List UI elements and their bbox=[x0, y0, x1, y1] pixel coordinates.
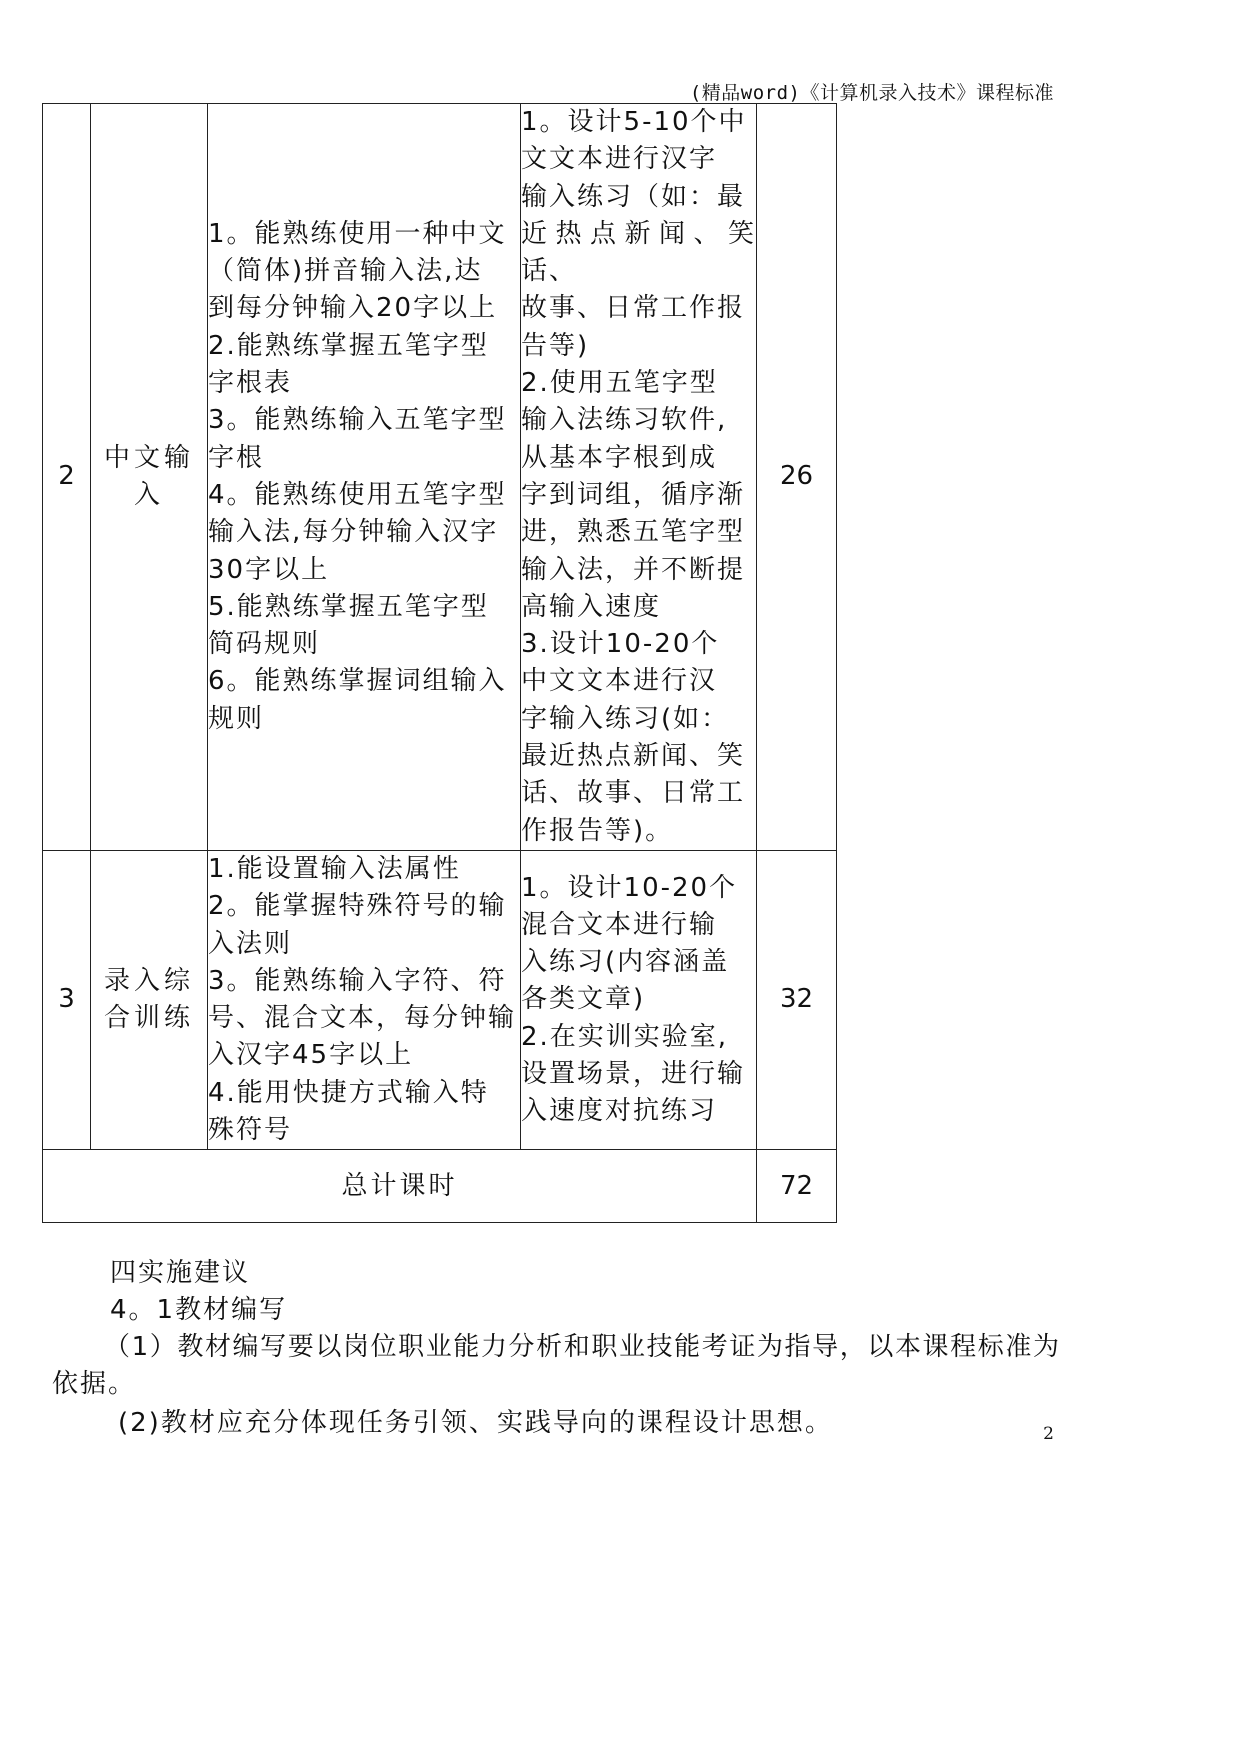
total-hours-label: 总计课时 bbox=[43, 1150, 757, 1223]
activity-line: 高输入速度 bbox=[521, 591, 662, 622]
learning-goals bbox=[208, 850, 521, 1149]
goal-line: 入汉字45字以上 bbox=[208, 1040, 414, 1071]
page-number: 2 bbox=[1043, 1424, 1054, 1444]
goal-line: 1.能设置输入法属性 bbox=[208, 853, 461, 884]
row-number: 2 bbox=[43, 104, 91, 851]
goal-line: 30字以上 bbox=[208, 554, 330, 585]
document-header: (精品word)《计算机录入技术》课程标准 bbox=[689, 82, 1054, 104]
activity-line: 故事、日常工作报 bbox=[521, 293, 746, 324]
goal-line: 3。能熟练输入五笔字型 bbox=[208, 405, 507, 436]
table-row bbox=[43, 104, 837, 851]
activity-line: 3.设计10-20个 bbox=[521, 629, 720, 660]
goal-line: 规则 bbox=[208, 703, 265, 734]
activity-line: 混合文本进行输 bbox=[521, 909, 718, 940]
activity-line: 输入法练习软件, bbox=[521, 405, 728, 436]
goal-line: 号、混合文本，每分钟输 bbox=[208, 1003, 517, 1034]
goal-line: 1。能熟练使用一种中文 bbox=[208, 218, 507, 249]
activity-line: 近热点新闻、笑话、 bbox=[521, 218, 756, 287]
activity-line: 文文本进行汉字 bbox=[521, 144, 718, 175]
activity-line: 2.使用五笔字型 bbox=[521, 368, 718, 399]
section-heading: 四实施建议 bbox=[110, 1258, 251, 1288]
activity-line: 设置场景，进行输 bbox=[521, 1059, 746, 1090]
goal-line: 3。能熟练输入字符、符 bbox=[208, 965, 507, 996]
learning-goals bbox=[208, 104, 521, 851]
activity-line: 最近热点新闻、笑 bbox=[521, 741, 746, 772]
class-hours: 26 bbox=[757, 104, 837, 851]
module-name: 录入综合训练 bbox=[91, 850, 208, 1149]
row-number: 3 bbox=[43, 850, 91, 1149]
goal-line: （简体)拼音输入法,达 bbox=[208, 256, 483, 287]
training-activities bbox=[521, 850, 757, 1149]
activity-line: 告等) bbox=[521, 330, 590, 361]
total-hours-value: 72 bbox=[757, 1150, 837, 1223]
paragraph-item-2: (2)教材应充分体现任务引领、实践导向的课程设计思想。 bbox=[118, 1408, 833, 1438]
course-content-table bbox=[42, 103, 837, 1223]
activity-line: 入练习(内容涵盖 bbox=[521, 947, 730, 978]
activity-line: 作报告等)。 bbox=[521, 815, 674, 846]
subsection-heading: 4。1教材编写 bbox=[110, 1295, 288, 1325]
goal-line: 字根 bbox=[208, 442, 265, 473]
goal-line: 简码规则 bbox=[208, 629, 321, 660]
goal-line: 2.能熟练掌握五笔字型 bbox=[208, 330, 489, 361]
activity-line: 话、故事、日常工 bbox=[521, 778, 746, 809]
activity-line: 1。设计10-20个 bbox=[521, 872, 738, 903]
activity-line: 中文文本进行汉 bbox=[521, 666, 718, 697]
activity-line: 输入练习（如：最 bbox=[521, 181, 746, 212]
class-hours: 32 bbox=[757, 850, 837, 1149]
activity-line: 进，熟悉五笔字型 bbox=[521, 517, 746, 548]
goal-line: 2。能掌握特殊符号的输 bbox=[208, 891, 507, 922]
goal-line: 4.能用快捷方式输入特 bbox=[208, 1077, 489, 1108]
activity-line: 2.在实训实验室, bbox=[521, 1021, 729, 1052]
goal-line: 6。能熟练掌握词组输入 bbox=[208, 666, 507, 697]
activity-line: 字到词组，循序渐 bbox=[521, 479, 746, 510]
activity-line: 1。设计5-10个中 bbox=[521, 107, 747, 137]
goal-line: 字根表 bbox=[208, 368, 293, 399]
activity-line: 字输入练习(如： bbox=[521, 703, 730, 734]
goal-line: 输入法,每分钟输入汉字 bbox=[208, 517, 499, 548]
activity-line: 各类文章) bbox=[521, 984, 646, 1015]
total-row bbox=[43, 1150, 837, 1223]
table-row bbox=[43, 850, 837, 1149]
goal-line: 5.能熟练掌握五笔字型 bbox=[208, 591, 489, 622]
goal-line: 4。能熟练使用五笔字型 bbox=[208, 479, 507, 510]
training-activities bbox=[521, 104, 757, 851]
goal-line: 殊符号 bbox=[208, 1115, 293, 1146]
paragraph-item-1-continued: 依据。 bbox=[52, 1369, 137, 1399]
paragraph-item-1: （1）教材编写要以岗位职业能力分析和职业技能考证为指导，以本课程标准为 bbox=[104, 1332, 1061, 1362]
module-name: 中文输入 bbox=[91, 104, 208, 851]
activity-line: 从基本字根到成 bbox=[521, 442, 718, 473]
goal-line: 入法则 bbox=[208, 928, 293, 959]
activity-line: 入速度对抗练习 bbox=[521, 1096, 718, 1127]
goal-line: 到每分钟输入20字以上 bbox=[208, 293, 498, 324]
activity-line: 输入法，并不断提 bbox=[521, 554, 746, 585]
